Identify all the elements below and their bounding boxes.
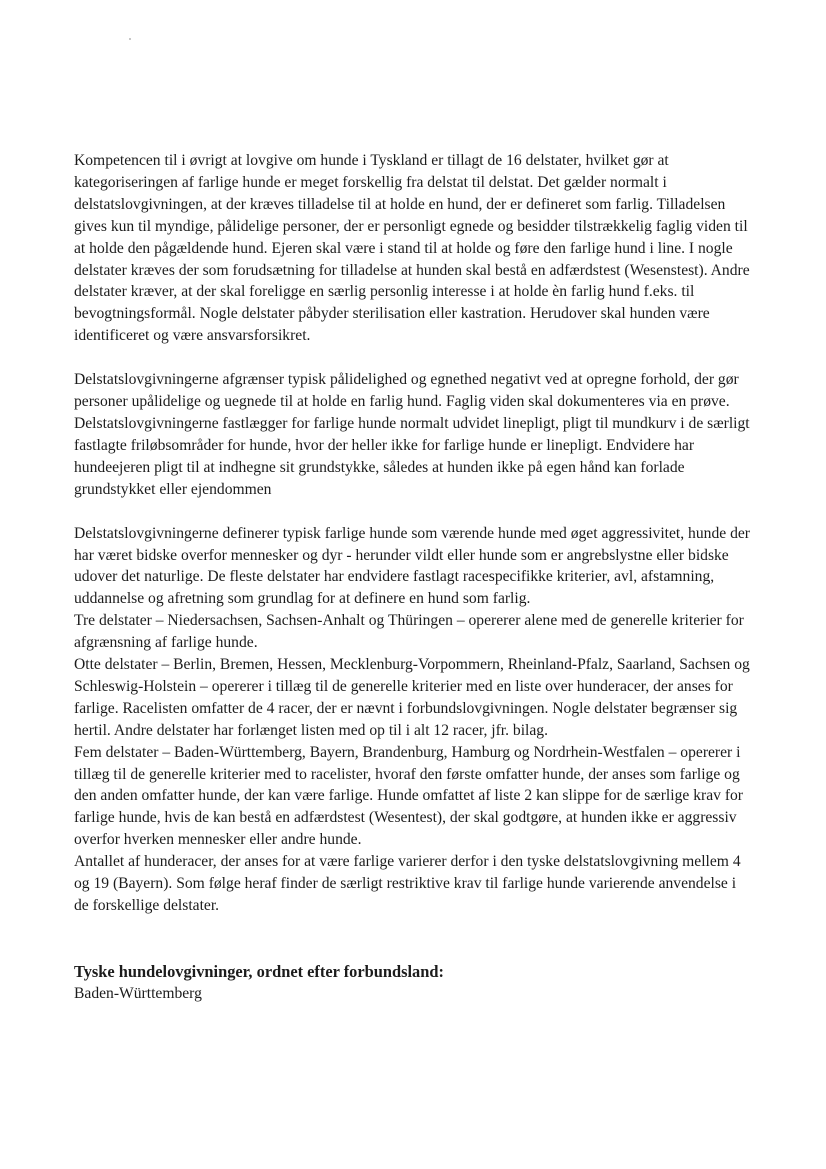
paragraph-five-states: Fem delstater – Baden-Württemberg, Bayern, Brandenburg, Hamburg og Nordrhein-Westfalen – opererer i tillæg til de generelle kriterier med to racelister, hvoraf den første omfatter hunde, der anses som farlige og den anden omfatter hunde, der kan være farlige. Hunde omfattet af liste 2 kan slippe for de særlige krav for farlige hunde, hvis de kan bestå en adfærdstest (Wesentest), der skal godtgøre, at hunden ikke er aggressiv overfor hverken mennesker eller andre hunde. [74,743,744,849]
paragraph-breed-count: Antallet af hunderacer, der anses for at være farlige varierer derfor i den tyske delstatslovgivning mellem 4 og 19 (Bayern). Som følge heraf finder de særligt restriktive krav til farlige hunde varierende anvendelse i de forskellige delstater. [74,853,741,914]
paragraph-competence: Kompetencen til i øvrigt at lovgive om hunde i Tyskland er tillagt de 16 delstater, hvilket gør at kategoriseringen af farlige hunde er meget forskellig fra delstat til delstat. Det gælder normalt i delstatslovgivningen, at der kræves tilladelse til at holde en hund, der er defineret som farlig. Tilladelsen gives kun til myndige, pålidelige personer, der er personligt egnede og besidder tilstrækkelig faglig viden til at holde den pågældende hund. Ejeren skal være i stand til at holde og føre den farlige hund i line. I nogle delstater kræves der som forudsætning for tilladelse at hunden skal bestå en adfærdstest (Wesenstest). Andre delstater kræver, at der skal foreligge en særlig personlig interesse i at holde èn farlig hund f.eks. til bevogtningsformål. Nogle delstater påbyder sterilisation eller kastration. Herudover skal hunden være identificeret og være ansvarsforsikret. [74,152,750,345]
paragraph-reliability: Delstatslovgivningerne afgrænser typisk pålidelighed og egnethed negativt ved at opregne forhold, der gør personer upålidelige og uegnede til at holde en farlig hund. Faglig viden skal dokumenteres via en prøve. [74,371,739,411]
paragraph-leash-obligation: Delstatslovgivningerne fastlægger for farlige hunde normalt udvidet linepligt, pligt til mundkurv i de særligt fastlagte friløbsområder for hunde, hvor der heller ikke for farlige hunde er linepligt. Endvidere har hundeejeren pligt til at indhegne sit grundstykke, således at hunden ikke på egen hånd kan forlade grundstykket eller ejendommen [74,414,750,498]
paragraph-definition: Delstatslovgivningerne definerer typisk farlige hunde som værende hunde med øget aggressivitet, hunde der har været bidske overfor mennesker og dyr - herunder vildt eller hunde som er angrebslystne eller bidske udover det naturlige. De fleste delstater har endvidere fastlagt racespecifikke kriterier, avl, afstamning, uddannelse og afretning som grundlag for at definere en hund som farlig. [74,524,750,608]
paragraph-gap [74,347,754,369]
section-subheading: Baden-Württemberg [74,984,202,1002]
paragraph-eight-states: Otte delstater – Berlin, Bremen, Hessen, Mecklenburg-Vorpommern, Rheinland-Pfalz, Saarland, Sachsen og Schleswig-Holstein – opererer i tillæg til de generelle kriterier med en liste over hunderacer, der anses for farlige. Racelisten omfatter de 4 racer, der er nævnt i forbundslovgivningen. Nogle delstater begrænser sig hertil. Andre delstater har forlænget listen med op til i alt 12 racer, jfr. bilag. [74,656,750,739]
section-heading: Tyske hundelovgivninger, ordnet efter forbundsland: [74,961,444,981]
paragraph-gap [74,501,754,523]
document-body [74,150,754,1005]
scan-speck [129,38,131,40]
section-gap [74,917,754,961]
paragraph-three-states: Tre delstater – Niedersachsen, Sachsen-Anhalt og Thüringen – opererer alene med de generelle kriterier for afgrænsning af farlige hunde. [74,612,744,652]
